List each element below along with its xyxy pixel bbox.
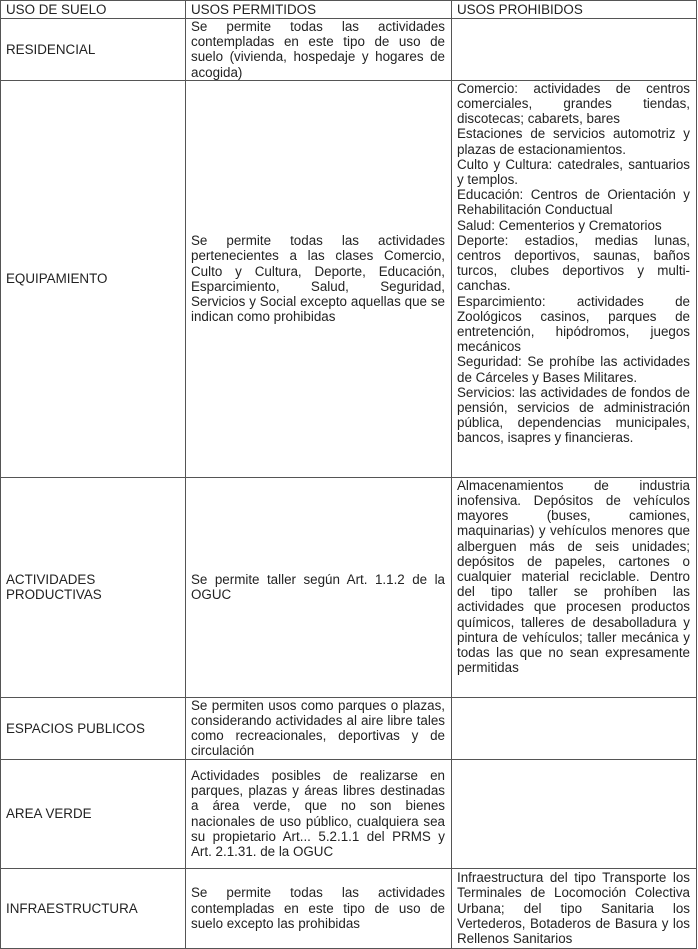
prohibido-item: Comercio: actividades de centros comerciales, grandes tiendas, discotecas; cabarets, bares xyxy=(457,80,690,127)
table-row xyxy=(1,80,697,477)
table-row xyxy=(1,19,697,81)
table-row xyxy=(1,477,697,697)
usos-prohibidos-cell xyxy=(452,868,697,948)
header-uso-de-suelo: USO DE SUELO xyxy=(1,1,186,19)
usos-prohibidos-cell xyxy=(452,19,697,81)
prohibido-item: Educación: Centros de Orientación y Rehabilitación Conductual xyxy=(457,187,690,218)
prohibido-item: Servicios: las actividades de fondos de pensión, servicios de administración pública, dependencias municipales, bancos, isapres y financieras. xyxy=(457,384,690,446)
usos-prohibidos-cell xyxy=(452,759,697,868)
prohibido-item: Deporte: estadios, medias lunas, centros deportivos, saunas, baños turcos, clubes deportivos y multi-canchas. xyxy=(457,232,690,294)
uso-de-suelo-cell: AREA VERDE xyxy=(1,759,186,868)
table-row xyxy=(1,759,697,868)
uso-de-suelo-cell: ESPACIOS PUBLICOS xyxy=(1,697,186,759)
prohibido-item: Almacenamientos de industria inofensiva. Depósitos de vehículos mayores (buses, camiones, maquinarias) y vehículos menores que alberguen más de seis unidades; depósitos de papeles, cartones o cualquier material reciclable. Dentro del tipo taller se prohíben las actividades que procesen productos químicos, talleres de desabolladura y pintura de vehículos; taller mecánica y todas las que no sean expresamente permitidas xyxy=(457,477,690,676)
usos-permitidos-cell: Se permite todas las actividades pertenecientes a las clases Comercio, Culto y Cultura, Deporte, Educación, Esparcimiento, Salud, Seguridad, Servicios y Social excepto aquellas que se indican como prohibidas xyxy=(186,80,452,477)
prohibido-item: Culto y Cultura: catedrales, santuarios y templos. xyxy=(457,156,690,188)
usos-prohibidos-cell xyxy=(452,80,697,477)
table-row xyxy=(1,868,697,948)
prohibido-item: Infraestructura del tipo Transporte los Terminales de Locomoción Colectiva Urbana; del tipo Sanitaria los Vertederos, Botaderos de Basura y los Rellenos Sanitarios xyxy=(457,870,690,946)
table-header-row xyxy=(1,1,697,19)
prohibido-item: Esparcimiento: actividades de Zoológicos casinos, parques de entretención, hipódromos, juegos mecánicos xyxy=(457,293,690,355)
uso-de-suelo-cell: EQUIPAMIENTO xyxy=(1,80,186,477)
usos-permitidos-cell: Actividades posibles de realizarse en parques, plazas y áreas libres destinadas a área verde, que no son bienes nacionales de uso público, cualquiera sea su propietario Art... 5.2.1.1 del PRMS y Art. 2.1.31. de la OGUC xyxy=(186,759,452,868)
uso-de-suelo-cell: RESIDENCIAL xyxy=(1,19,186,81)
usos-permitidos-cell: Se permite todas las actividades contempladas en este tipo de uso de suelo (vivienda, hospedaje y hogares de acogida) xyxy=(186,19,452,81)
prohibido-item: Estaciones de servicios automotriz y plazas de estacionamientos. xyxy=(457,126,690,157)
usos-permitidos-cell: Se permite taller según Art. 1.1.2 de la OGUC xyxy=(186,477,452,697)
usos-prohibidos-cell xyxy=(452,697,697,759)
usos-prohibidos-cell xyxy=(452,477,697,697)
prohibido-item: Salud: Cementerios y Crematorios xyxy=(457,217,662,233)
usos-permitidos-cell: Se permiten usos como parques o plazas, considerando actividades al aire libre tales como recreacionales, deportivas y de circulación xyxy=(186,697,452,759)
header-usos-permitidos: USOS PERMITIDOS xyxy=(186,1,452,19)
header-usos-prohibidos: USOS PROHIBIDOS xyxy=(452,1,697,19)
table-row xyxy=(1,697,697,759)
usos-permitidos-cell: Se permite todas las actividades contempladas en este tipo de uso de suelo excepto las prohibidas xyxy=(186,868,452,948)
uso-de-suelo-cell: INFRAESTRUCTURA xyxy=(1,868,186,948)
uso-de-suelo-cell: ACTIVIDADES PRODUCTIVAS xyxy=(1,477,186,697)
prohibido-item: Seguridad: Se prohíbe las actividades de Cárceles y Bases Militares. xyxy=(457,354,690,385)
